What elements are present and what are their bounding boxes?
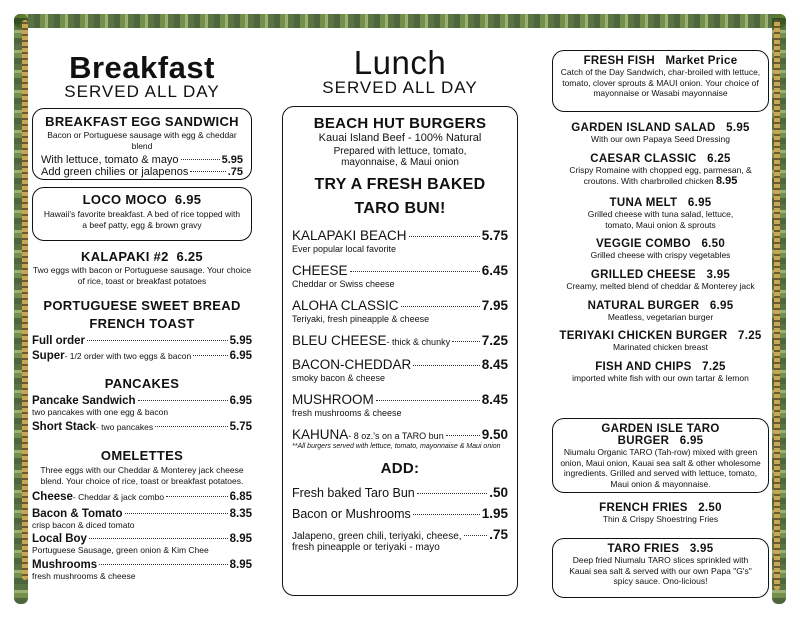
leader-dots <box>409 236 480 237</box>
add-item <box>292 506 508 521</box>
leader-dots <box>138 400 228 401</box>
item-name: BACON-CHEDDAR <box>292 357 412 372</box>
item-price: 9.50 <box>481 427 508 442</box>
item-name: ALOHA CLASSIC <box>292 298 399 313</box>
item-note: Teriyaki, fresh pineapple & cheese <box>292 314 430 324</box>
garden-isle-desc: Niumalu Organic TARO (Tah-row) mixed with green onion, Maui onion, Kauai sea salt & other wholesome ingredients. Grilled and served with lettuce, tomato, Maui onion & mayonnaise. <box>560 447 761 489</box>
burger-item <box>292 263 508 278</box>
add-item <box>292 527 508 542</box>
french-toast-name-line1: PORTUGUESE SWEET BREAD <box>43 298 241 313</box>
french-fries-desc: Thin & Crispy Shoestring Fries <box>602 514 719 524</box>
item-desc: - two pancakes <box>95 422 154 433</box>
item-name: GARDEN ISLAND SALAD <box>571 122 716 134</box>
item-price: 7.25 <box>702 360 726 373</box>
loco-moco-desc: Hawaii's favorite breakfast. A bed of rice topped with a beef patty, egg & brown gravy <box>43 209 241 230</box>
option-price: 5.95 <box>221 154 243 167</box>
leader-dots <box>401 306 480 307</box>
item-note: Portuguese Sausage, green onion & Kim Chee <box>32 545 209 556</box>
omelettes-section <box>32 448 252 581</box>
taro-fries-heading <box>563 543 758 555</box>
menu-item <box>552 330 769 353</box>
garden-isle-price: 6.95 <box>679 435 704 447</box>
pancake-item <box>32 395 252 407</box>
item-price: 5.75 <box>481 228 508 243</box>
item-price: 5.75 <box>229 421 252 434</box>
french-toast-item <box>32 335 252 347</box>
option-price: .75 <box>227 166 243 179</box>
bead-strand-right <box>774 20 780 590</box>
fresh-fish-heading <box>559 55 762 67</box>
lunch-subtitle: SERVED ALL DAY <box>322 78 478 97</box>
loco-moco-name: LOCO MOCO <box>82 192 167 207</box>
item-name: FISH AND CHIPS <box>595 360 692 373</box>
item-note: smoky bacon & cheese <box>292 373 386 383</box>
kalapaki2-desc: Two eggs with bacon or Portuguese sausage. Your choice of rice, toast or breakfast potatoes <box>32 265 252 286</box>
burger-item <box>292 298 508 313</box>
pancakes-heading: PANCAKES <box>104 376 180 391</box>
item-name: Pancake Sandwich <box>32 395 136 407</box>
item-price: 6.85 <box>229 491 252 504</box>
item-price: 8.35 <box>229 508 252 521</box>
egg-sandwich-option <box>41 154 243 166</box>
item-heading <box>552 330 769 342</box>
french-toast-item <box>32 350 252 362</box>
leader-dots <box>350 271 480 272</box>
leader-dots <box>417 493 487 494</box>
item-desc: Grilled cheese with tuna salad, lettuce, tomato, Maui onion & sprouts <box>587 209 734 230</box>
taro-fries-name: TARO FRIES <box>607 543 680 555</box>
item-note: Ever popular local favorite <box>292 244 397 254</box>
burger-footnote: **All burgers served with lettuce, tomato, mayonnaise & Maui onion <box>292 443 501 450</box>
leader-dots <box>181 159 220 160</box>
leader-dots <box>452 341 480 342</box>
item-price: .50 <box>489 485 508 500</box>
menu-item <box>552 197 769 230</box>
item-price: 7.25 <box>481 333 508 348</box>
item-name: Full order <box>32 335 86 347</box>
leader-dots <box>99 564 227 565</box>
item-name: KALAPAKI BEACH <box>292 228 407 243</box>
item-name: Short Stack <box>32 421 96 434</box>
omelette-item <box>32 533 252 545</box>
option-label: With lettuce, tomato & mayo <box>41 154 179 167</box>
menu-item <box>552 122 769 145</box>
fresh-fish-price: Market Price <box>665 55 738 67</box>
item-name: BLEU CHEESE <box>292 333 387 348</box>
item-note: fresh mushrooms & cheese <box>292 408 402 418</box>
garden-isle-box <box>552 418 769 493</box>
item-name: Jalapeno, green chili, teriyaki, cheese, <box>292 531 462 542</box>
omelette-item <box>32 491 252 503</box>
leader-dots <box>413 514 480 515</box>
burgers-prep-line2: mayonnaise, & Maui onion <box>341 157 459 168</box>
menu-item <box>552 238 769 261</box>
leaf-border-top <box>14 14 786 28</box>
item-name: Mushrooms <box>32 558 98 571</box>
item-name: CHEESE <box>292 263 348 278</box>
add-item <box>292 485 508 500</box>
item-desc-text: Crispy Romaine with chopped egg, parmesan, & croutons. With charbroiled chicken <box>569 164 752 187</box>
item-heading <box>552 197 769 209</box>
lunch-title: Lunch <box>353 44 447 81</box>
item-name: NATURAL BURGER <box>587 299 700 312</box>
burgers-beef-line: Kauai Island Beef - 100% Natural <box>318 132 482 144</box>
breakfast-title: Breakfast <box>69 50 215 85</box>
add-item-note: fresh pineapple or teriyaki - mayo <box>292 542 440 553</box>
item-note: crisp bacon & diced tomato <box>32 520 135 531</box>
fresh-fish-box <box>552 50 769 112</box>
item-name: Cheese <box>32 491 73 504</box>
pancakes-section <box>32 376 252 433</box>
omelette-item <box>32 508 252 520</box>
kalapaki2-name: KALAPAKI #2 <box>81 249 169 264</box>
garden-isle-heading <box>559 423 762 447</box>
item-desc: Marinated chicken breast <box>613 342 708 353</box>
omelettes-heading: OMELETTES <box>100 448 184 463</box>
french-toast-section <box>32 298 252 362</box>
burgers-heading: BEACH HUT BURGERS <box>313 115 487 132</box>
egg-sandwich-option <box>41 166 243 178</box>
item-price: 5.95 <box>726 122 750 134</box>
item-note: Cheddar or Swiss cheese <box>292 279 395 289</box>
leader-dots <box>376 400 480 401</box>
french-fries-name: FRENCH FRIES <box>599 502 688 514</box>
item-desc: - Cheddar & jack combo <box>72 492 165 503</box>
menu-item <box>552 269 769 292</box>
item-desc: Meatless, vegetarian burger <box>607 311 714 322</box>
item-price: 8.45 <box>481 357 508 372</box>
egg-sandwich-desc: Bacon or Portuguese sausage with egg & cheddar blend <box>47 130 237 151</box>
item-desc: - thick & chunky <box>386 337 451 347</box>
burger-item <box>292 357 508 372</box>
taro-fries-desc: Deep fried Niumalu TARO slices sprinkled with Kauai sea salt & served with our own Papa "G's" spicy sauce. Ono-licious! <box>569 555 752 587</box>
leader-dots <box>155 426 228 427</box>
item-price: 8.95 <box>229 533 252 546</box>
item-extra-price: 8.95 <box>715 175 738 188</box>
bead-strand-left <box>22 20 28 580</box>
leader-dots <box>413 365 479 366</box>
french-fries-heading <box>552 502 769 514</box>
french-toast-name-line2: FRENCH TOAST <box>89 316 195 331</box>
burgers-prep-line: Prepared with lettuce, tomato, <box>333 146 467 157</box>
menu-item <box>552 361 769 384</box>
item-heading <box>552 122 769 134</box>
item-price: 6.25 <box>707 152 731 165</box>
leader-dots <box>89 538 228 539</box>
item-heading <box>552 153 769 165</box>
item-name: Super <box>32 350 65 362</box>
item-price: 8.95 <box>229 558 252 571</box>
item-desc <box>552 165 769 189</box>
item-price: .75 <box>489 527 508 542</box>
leader-dots <box>193 355 227 356</box>
right-menu-list <box>552 122 769 383</box>
item-name: TUNA MELT <box>609 197 678 209</box>
taro-fries-box <box>552 538 769 598</box>
item-price: 7.95 <box>481 298 508 313</box>
loco-moco-box <box>32 187 252 241</box>
taro-bun-line1: TRY A FRESH BAKED <box>314 176 486 193</box>
item-name: TERIYAKI CHICKEN BURGER <box>559 330 728 343</box>
item-price: 6.95 <box>709 299 734 312</box>
leader-dots <box>166 496 228 497</box>
item-name: CAESAR CLASSIC <box>590 152 697 165</box>
item-price: 3.95 <box>706 268 731 281</box>
item-price: 6.45 <box>481 263 508 278</box>
item-name: Local Boy <box>32 533 87 546</box>
fresh-fish-name: FRESH FISH <box>583 55 655 67</box>
fresh-fish-desc: Catch of the Day Sandwich, char-broiled with lettuce, tomato, clover sprouts & MAUI onion. Your choice of mayonnaise or Wasabi mayonnaise <box>560 67 761 99</box>
item-name: MUSHROOM <box>292 392 374 407</box>
item-name: Fresh baked Taro Bun <box>292 486 415 500</box>
item-price: 6.95 <box>229 395 252 407</box>
item-note: two pancakes with one egg & bacon <box>32 407 169 417</box>
item-name: KAHUNA <box>292 427 349 442</box>
leader-dots <box>190 171 225 172</box>
item-desc: Creamy, melted blend of cheddar & Monterey jack <box>566 280 755 291</box>
taro-bun-line2: TARO BUN! <box>354 200 446 217</box>
egg-sandwich-box <box>32 108 252 180</box>
taro-fries-price: 3.95 <box>689 543 714 555</box>
item-heading <box>552 238 769 250</box>
kalapaki2-section <box>32 249 252 286</box>
leader-dots <box>464 535 488 536</box>
item-desc: With our own Papaya Seed Dressing <box>591 134 730 144</box>
item-price: 8.45 <box>481 392 508 407</box>
item-price: 5.95 <box>229 335 252 347</box>
item-price: 1.95 <box>481 506 508 521</box>
burger-item <box>292 228 508 243</box>
loco-moco-heading <box>41 192 243 207</box>
item-name: GRILLED CHEESE <box>590 268 697 281</box>
menu-item <box>552 300 769 323</box>
menu-item <box>552 153 769 189</box>
loco-moco-price: 6.95 <box>174 192 202 207</box>
burger-item <box>292 333 508 348</box>
item-name: Bacon or Mushrooms <box>292 507 411 521</box>
burger-list <box>292 228 508 450</box>
breakfast-column <box>32 50 252 102</box>
garden-isle-name: GARDEN ISLE TARO BURGER <box>601 423 720 447</box>
item-price: 6.95 <box>229 350 252 362</box>
kalapaki2-heading <box>32 249 252 264</box>
item-price: 7.25 <box>738 330 762 343</box>
breakfast-subtitle: SERVED ALL DAY <box>64 82 220 101</box>
item-note: fresh mushrooms & cheese <box>32 570 136 581</box>
item-heading <box>552 269 769 281</box>
item-desc: - 1/2 order with two eggs & bacon <box>64 351 192 361</box>
item-heading <box>552 361 769 373</box>
item-name: VEGGIE COMBO <box>595 238 691 251</box>
french-fries-section <box>552 502 769 525</box>
kalapaki2-price: 6.25 <box>176 249 203 264</box>
item-price: 6.95 <box>687 197 712 209</box>
burger-item <box>292 427 508 442</box>
item-desc: Grilled cheese with crispy vegetables <box>590 250 731 261</box>
leader-dots <box>446 435 480 436</box>
leader-dots <box>125 513 228 514</box>
omelette-item <box>32 559 252 571</box>
lunch-header <box>282 44 518 98</box>
egg-sandwich-name: BREAKFAST EGG SANDWICH <box>45 114 239 129</box>
option-label: Add green chilies or jalapenos <box>41 166 189 179</box>
item-desc: - 8 oz.'s on a TARO bun <box>348 431 444 441</box>
burger-item <box>292 392 508 407</box>
item-price: 6.50 <box>701 238 726 251</box>
french-fries-price: 2.50 <box>698 502 722 514</box>
pancake-item <box>32 421 252 433</box>
burgers-box <box>282 106 518 596</box>
add-heading: ADD: <box>380 460 420 477</box>
item-name: Bacon & Tomato <box>32 508 123 521</box>
omelettes-desc: Three eggs with our Cheddar & Monterey jack cheese blend. Your choice of rice, toast or breakfast potatoes. <box>40 465 244 486</box>
item-heading <box>552 300 769 312</box>
leader-dots <box>87 340 228 341</box>
item-desc: imported white fish with our own tartar & lemon <box>572 372 749 383</box>
